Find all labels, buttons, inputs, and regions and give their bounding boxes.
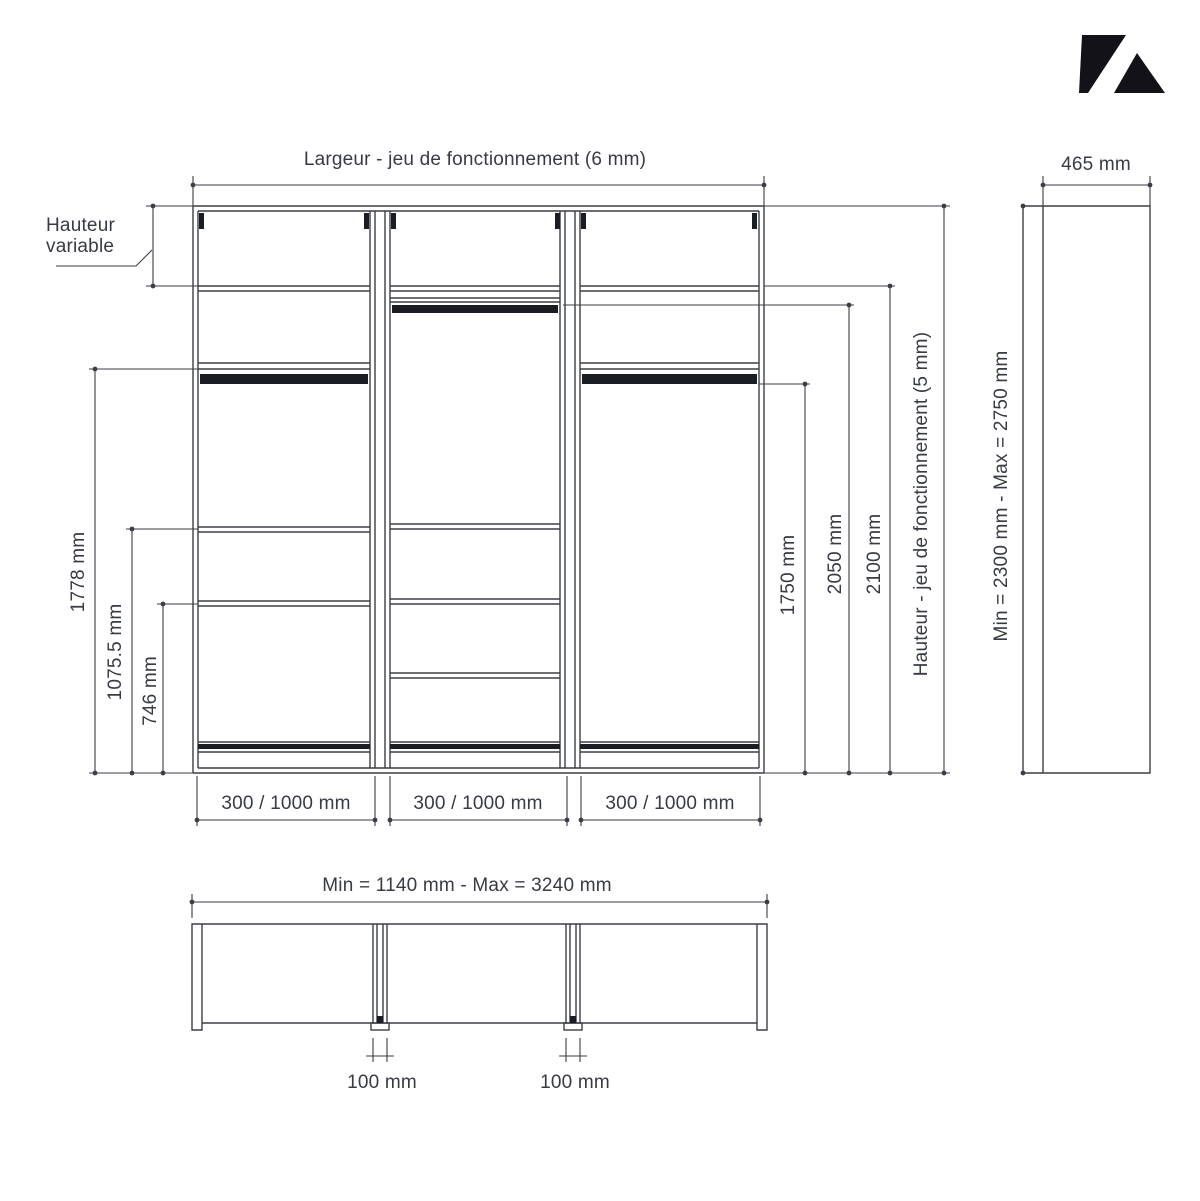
left-dimension-lines [89,369,950,773]
section-width-label-1: 300 / 1000 mm [221,792,351,814]
hauteur-variable-label: Hauteur variable [46,215,115,257]
left-hanging-rail [200,374,368,384]
middle-lower-shelves [390,524,560,678]
gap-dimensions [366,1038,587,1062]
width-dimension-label: Largeur - jeu de fonctionnement (6 mm) [303,148,647,170]
plan-outline [192,924,767,1030]
plan-guide-left [377,1016,383,1023]
middle-upper-shelf [390,298,560,302]
gap-label-left: 100 mm [347,1071,417,1093]
dim-label-1778: 1778 mm [67,531,89,613]
plan-divider-panels [373,924,580,1023]
plan-view [190,894,770,1062]
bottom-rail-middle [390,744,560,749]
plan-foot-right [564,1023,582,1030]
left-lower-shelves [198,527,370,606]
section-width-label-3: 300 / 1000 mm [605,792,735,814]
plan-width-range-label: Min = 1140 mm - Max = 3240 mm [322,874,612,896]
side-view-outline [1023,206,1150,773]
plan-foot-left [371,1023,389,1030]
front-view-wardrobe [193,206,764,773]
top-shelf-lines [198,286,759,291]
divider-panels [370,211,580,768]
right-mid-shelf [580,363,759,369]
middle-hanging-rail [392,305,558,313]
side-view [1021,176,1153,775]
height-clearance-label: Hauteur - jeu de fonctionnement (5 mm) [910,331,932,677]
side-height-range-label: Min = 2300 mm - Max = 2750 mm [990,350,1012,642]
dim-label-2050: 2050 mm [824,513,846,595]
depth-dimension-label: 465 mm [1061,153,1131,175]
depth-dimension-line [1043,176,1150,206]
dim-label-2100: 2100 mm [863,513,885,595]
door-bracket-icon [199,213,757,229]
gap-label-right: 100 mm [540,1071,610,1093]
front-view-dimensions [56,176,950,826]
brand-logo-icon [1079,35,1165,93]
dim-label-746: 746 mm [139,656,161,726]
dim-label-1075: 1075.5 mm [104,603,126,701]
left-mid-shelf [198,363,370,369]
dim-label-1750: 1750 mm [777,534,799,616]
width-dimension-line [193,176,764,206]
right-hanging-rail [582,374,757,384]
plan-guide-right [570,1016,576,1023]
bottom-rail-left [198,744,370,749]
plan-width-dimension [192,894,767,918]
bottom-rail-right [580,744,759,749]
section-width-label-2: 300 / 1000 mm [413,792,543,814]
